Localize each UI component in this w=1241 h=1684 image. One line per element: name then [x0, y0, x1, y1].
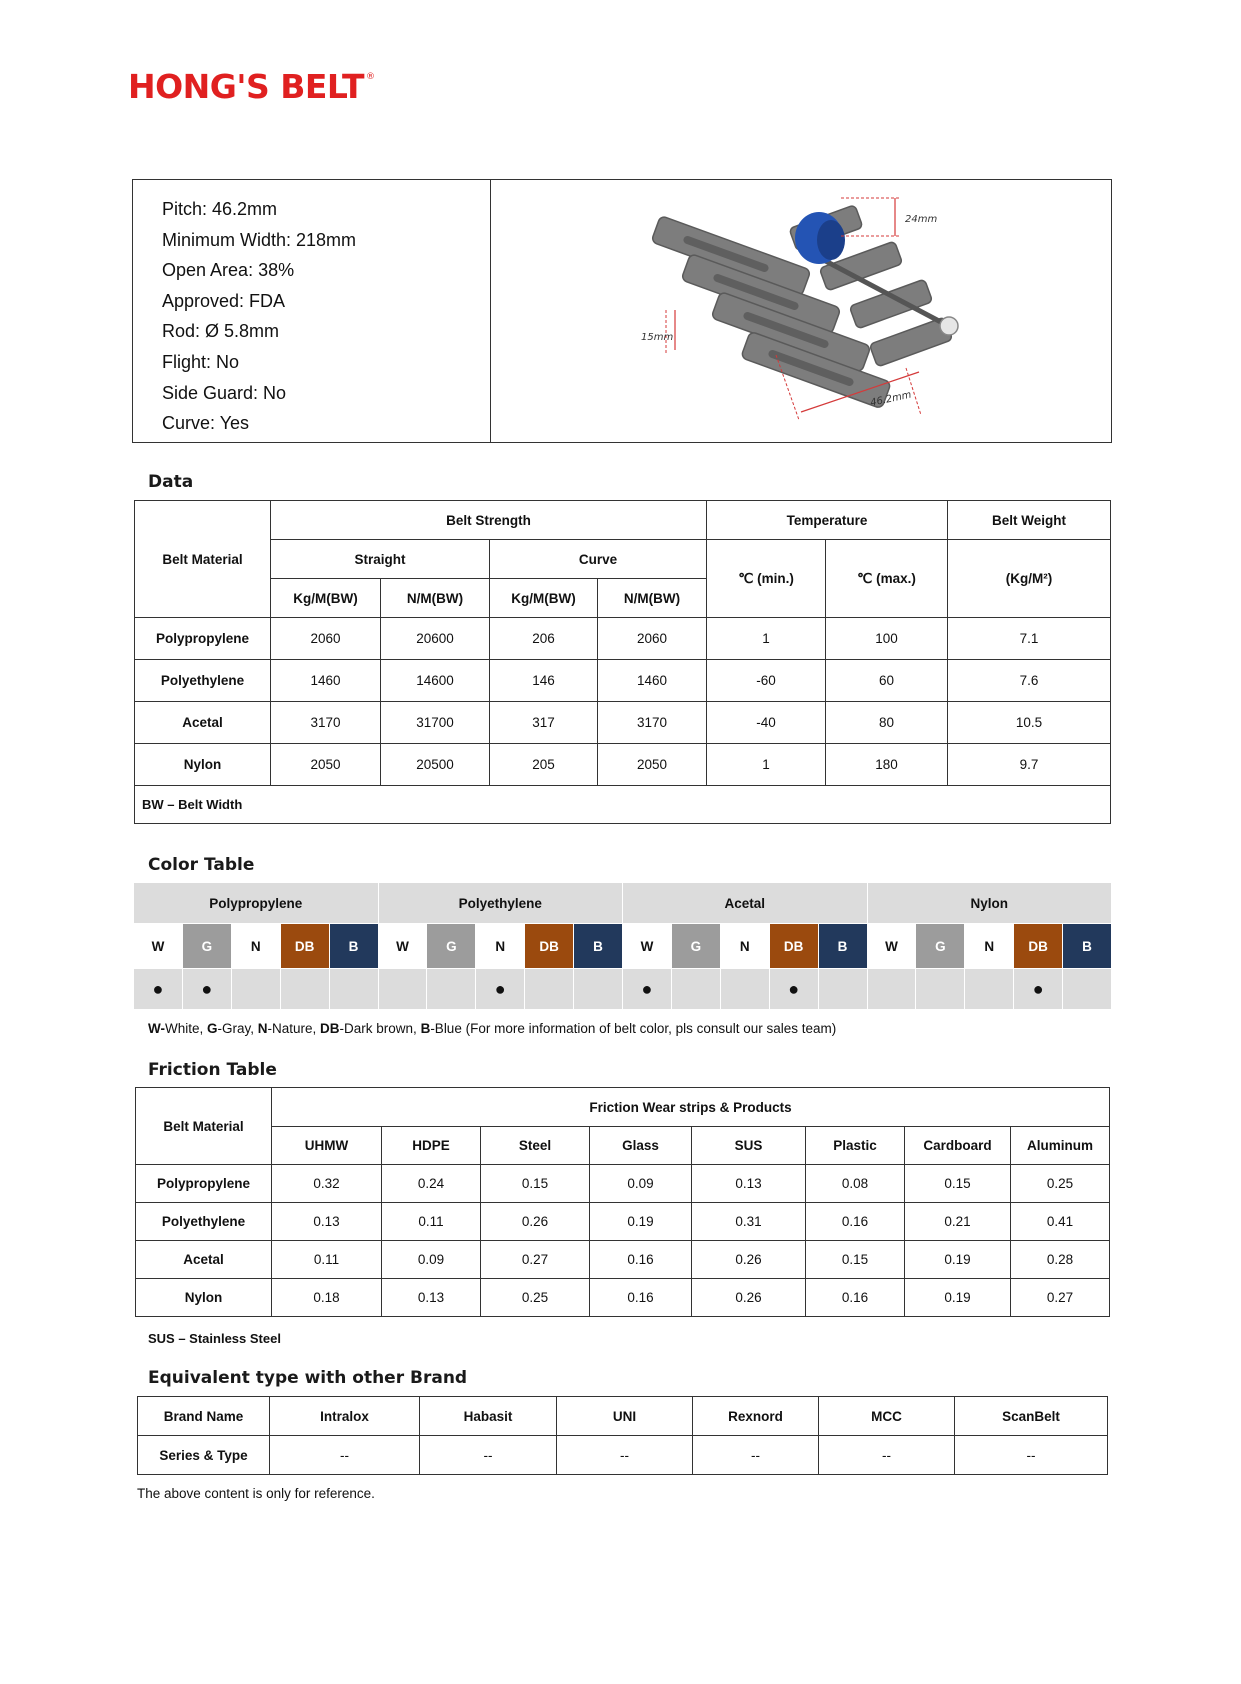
cell: --: [270, 1436, 420, 1475]
availability-dot: [965, 969, 1014, 1010]
data-title: Data: [148, 472, 194, 492]
equivalent-title: Equivalent type with other Brand: [148, 1368, 468, 1388]
cell: 14600: [381, 660, 490, 702]
cell: 0.32: [272, 1165, 382, 1203]
spec-min-width: Minimum Width: 218mm: [162, 229, 357, 250]
legend-g-text: -Gray,: [217, 1021, 258, 1036]
table-row: [138, 1436, 1108, 1475]
cell: 206: [490, 618, 598, 660]
legend-db-text: -Dark brown,: [339, 1021, 421, 1036]
code-blue: B: [1063, 924, 1112, 969]
cell: 0.09: [382, 1241, 481, 1279]
cell: 20500: [381, 744, 490, 786]
cell: 3170: [271, 702, 381, 744]
code-dark-brown: DB: [769, 924, 818, 969]
table-row: [136, 1165, 1110, 1203]
cell: 10.5: [948, 702, 1111, 744]
cell: 0.13: [692, 1165, 806, 1203]
cell: 317: [490, 702, 598, 744]
cell: --: [819, 1436, 955, 1475]
cell: 205: [490, 744, 598, 786]
code-white: W: [867, 924, 916, 969]
cell: 100: [826, 618, 948, 660]
brand-uni: UNI: [557, 1397, 693, 1436]
availability-dot: [720, 969, 769, 1010]
table-row: [135, 660, 1111, 702]
code-nature: N: [720, 924, 769, 969]
code-nature: N: [231, 924, 280, 969]
cell: 0.26: [692, 1241, 806, 1279]
availability-dot: [671, 969, 720, 1010]
col-uhmw: UHMW: [272, 1127, 382, 1165]
cell: 0.11: [272, 1241, 382, 1279]
col-temp-max: ℃ (max.): [826, 540, 948, 618]
cell: 0.08: [806, 1165, 905, 1203]
friction-table: [135, 1087, 1110, 1317]
color-hdr-nylon: Nylon: [867, 883, 1111, 924]
availability-dot: [574, 969, 623, 1010]
cell: 0.16: [806, 1203, 905, 1241]
dim-label-top: 24mm: [905, 214, 938, 225]
cell: 180: [826, 744, 948, 786]
cell: 1: [707, 744, 826, 786]
cell: 2060: [271, 618, 381, 660]
cell: 146: [490, 660, 598, 702]
cell: 0.19: [905, 1279, 1011, 1317]
cell: 20600: [381, 618, 490, 660]
code-gray: G: [916, 924, 965, 969]
cell: 0.28: [1011, 1241, 1110, 1279]
legend-b: B: [420, 1021, 431, 1036]
cell: 7.6: [948, 660, 1111, 702]
code-white: W: [134, 924, 183, 969]
availability-dot: [525, 969, 574, 1010]
col-straight-kg: Kg/M(BW): [271, 579, 381, 618]
availability-dot: [378, 969, 427, 1010]
col-belt-strength: Belt Strength: [271, 501, 707, 540]
availability-dot: ●: [769, 969, 818, 1010]
data-footnote: BW – Belt Width: [135, 786, 1111, 824]
col-glass: Glass: [590, 1127, 692, 1165]
code-blue: B: [574, 924, 623, 969]
registered-mark: ®: [366, 72, 375, 82]
cell: 0.26: [692, 1279, 806, 1317]
availability-dot: [916, 969, 965, 1010]
availability-dot: [867, 969, 916, 1010]
color-hdr-acetal: Acetal: [623, 883, 868, 924]
cell: 0.27: [481, 1241, 590, 1279]
availability-dot: [818, 969, 867, 1010]
col-temp-min: ℃ (min.): [707, 540, 826, 618]
code-nature: N: [965, 924, 1014, 969]
code-white: W: [378, 924, 427, 969]
cell: -40: [707, 702, 826, 744]
col-curve-kg: Kg/M(BW): [490, 579, 598, 618]
cell: --: [420, 1436, 557, 1475]
col-friction-group: Friction Wear strips & Products: [272, 1088, 1110, 1127]
cell: 0.16: [590, 1241, 692, 1279]
brand-rexnord: Rexnord: [693, 1397, 819, 1436]
col-hdpe: HDPE: [382, 1127, 481, 1165]
table-row: [135, 618, 1111, 660]
spec-curve: Curve: Yes: [162, 413, 250, 434]
disclaimer: The above content is only for reference.: [137, 1486, 375, 1501]
col-temperature: Temperature: [707, 501, 948, 540]
cell: 0.19: [905, 1241, 1011, 1279]
table-row: [135, 744, 1111, 786]
cell: 60: [826, 660, 948, 702]
data-table: [134, 500, 1111, 824]
row-material: Polypropylene: [135, 618, 271, 660]
cell: 1: [707, 618, 826, 660]
legend-w-text: White,: [164, 1021, 207, 1036]
col-cardboard: Cardboard: [905, 1127, 1011, 1165]
spec-approved: Approved: FDA: [162, 290, 286, 311]
cell: -60: [707, 660, 826, 702]
col-steel: Steel: [481, 1127, 590, 1165]
code-blue: B: [818, 924, 867, 969]
cell: 0.13: [382, 1279, 481, 1317]
friction-table-title: Friction Table: [148, 1060, 277, 1080]
availability-dot: [329, 969, 378, 1010]
belt-module-illustration: [491, 180, 1111, 442]
legend-g: G: [206, 1021, 218, 1036]
legend-w: W-: [148, 1021, 165, 1036]
cell: 0.09: [590, 1165, 692, 1203]
col-belt-weight: Belt Weight: [948, 501, 1111, 540]
code-blue: B: [329, 924, 378, 969]
code-white: W: [623, 924, 672, 969]
table-row: [135, 702, 1111, 744]
availability-dot: ●: [182, 969, 231, 1010]
color-table-title: Color Table: [148, 855, 255, 875]
equivalent-table: [137, 1396, 1108, 1475]
cell: 7.1: [948, 618, 1111, 660]
table-row: [136, 1279, 1110, 1317]
table-row: [136, 1241, 1110, 1279]
cell: --: [557, 1436, 693, 1475]
code-gray: G: [182, 924, 231, 969]
cell: 0.18: [272, 1279, 382, 1317]
row-material: Nylon: [135, 744, 271, 786]
dim-label-left: 15mm: [641, 332, 674, 343]
color-table: [133, 882, 1112, 1010]
spec-list: [133, 180, 491, 442]
cell: 0.13: [272, 1203, 382, 1241]
cell: 3170: [598, 702, 707, 744]
cell: --: [955, 1436, 1108, 1475]
legend-n: N: [257, 1021, 268, 1036]
cell: 0.15: [481, 1165, 590, 1203]
spec-pitch: Pitch: 46.2mm: [162, 199, 278, 219]
cell: 0.21: [905, 1203, 1011, 1241]
row-material: Polyethylene: [135, 660, 271, 702]
cell: 0.16: [806, 1279, 905, 1317]
col-belt-material: Belt Material: [135, 501, 271, 618]
friction-footnote: SUS – Stainless Steel: [148, 1331, 281, 1346]
code-dark-brown: DB: [280, 924, 329, 969]
row-material: Nylon: [136, 1279, 272, 1317]
spec-open-area: Open Area: 38%: [162, 260, 295, 281]
cell: 0.15: [806, 1241, 905, 1279]
cell: 0.24: [382, 1165, 481, 1203]
row-material: Polypropylene: [136, 1165, 272, 1203]
availability-dot: ●: [476, 969, 525, 1010]
logo-text: HONG'S BELT: [128, 67, 365, 106]
availability-dot: ●: [1014, 969, 1063, 1010]
availability-dot: [231, 969, 280, 1010]
col-belt-material: Belt Material: [136, 1088, 272, 1165]
dim-label-bottom: 46.2mm: [869, 389, 913, 409]
cell: 0.11: [382, 1203, 481, 1241]
brand-mcc: MCC: [819, 1397, 955, 1436]
cell: 0.19: [590, 1203, 692, 1241]
cell: 0.25: [1011, 1165, 1110, 1203]
availability-dot: ●: [134, 969, 183, 1010]
legend-db: DB: [320, 1021, 340, 1036]
spec-rod: Rod: Ø 5.8mm: [162, 321, 280, 342]
table-row: [136, 1203, 1110, 1241]
cell: 0.31: [692, 1203, 806, 1241]
brand-name-header: Brand Name: [138, 1397, 270, 1436]
cell: 9.7: [948, 744, 1111, 786]
code-dark-brown: DB: [1014, 924, 1063, 969]
col-curve-nm: N/M(BW): [598, 579, 707, 618]
row-material: Acetal: [136, 1241, 272, 1279]
color-legend: [148, 1021, 836, 1036]
cell: 31700: [381, 702, 490, 744]
cell: 0.41: [1011, 1203, 1110, 1241]
col-straight: Straight: [271, 540, 490, 579]
brand-logo: [128, 66, 388, 106]
availability-dot: [280, 969, 329, 1010]
spec-flight: Flight: No: [162, 351, 240, 372]
cell: 0.15: [905, 1165, 1011, 1203]
cell: 0.27: [1011, 1279, 1110, 1317]
color-hdr-polypropylene: Polypropylene: [134, 883, 379, 924]
row-material: Acetal: [135, 702, 271, 744]
legend-b-text: -Blue (For more information of belt color, pls consult our sales team): [430, 1021, 837, 1036]
col-aluminum: Aluminum: [1011, 1127, 1110, 1165]
code-dark-brown: DB: [525, 924, 574, 969]
cell: 80: [826, 702, 948, 744]
code-gray: G: [671, 924, 720, 969]
cell: 0.25: [481, 1279, 590, 1317]
availability-dot: [1063, 969, 1112, 1010]
color-hdr-polyethylene: Polyethylene: [378, 883, 623, 924]
availability-dot: [427, 969, 476, 1010]
brand-habasit: Habasit: [420, 1397, 557, 1436]
col-curve: Curve: [490, 540, 707, 579]
col-plastic: Plastic: [806, 1127, 905, 1165]
cell: 0.26: [481, 1203, 590, 1241]
code-gray: G: [427, 924, 476, 969]
cell: 2060: [598, 618, 707, 660]
cell: 1460: [598, 660, 707, 702]
code-nature: N: [476, 924, 525, 969]
cell: 0.16: [590, 1279, 692, 1317]
col-weight-unit: (Kg/M²): [948, 540, 1111, 618]
spec-box: [132, 179, 1112, 443]
cell: 2050: [271, 744, 381, 786]
availability-dot: ●: [623, 969, 672, 1010]
cell: 2050: [598, 744, 707, 786]
legend-n-text: -Nature,: [267, 1021, 321, 1036]
cell: 1460: [271, 660, 381, 702]
brand-scanbelt: ScanBelt: [955, 1397, 1108, 1436]
col-sus: SUS: [692, 1127, 806, 1165]
cell: --: [693, 1436, 819, 1475]
brand-intralox: Intralox: [270, 1397, 420, 1436]
row-material: Polyethylene: [136, 1203, 272, 1241]
col-straight-nm: N/M(BW): [381, 579, 490, 618]
belt-diagram: [491, 180, 1111, 442]
spec-side-guard: Side Guard: No: [162, 382, 287, 403]
series-type-label: Series & Type: [138, 1436, 270, 1475]
